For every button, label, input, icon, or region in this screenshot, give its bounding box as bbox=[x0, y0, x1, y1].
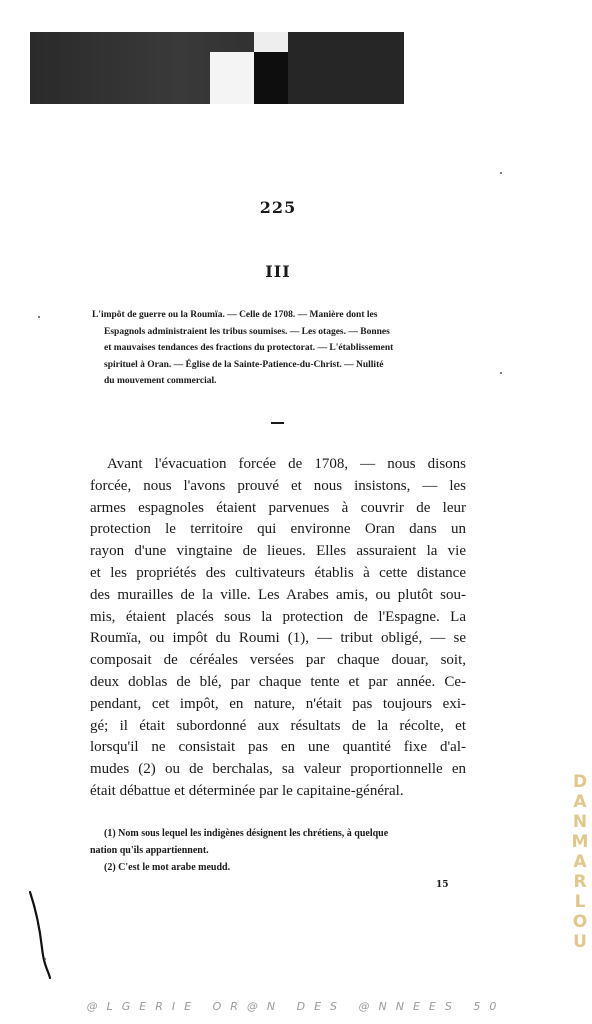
page-number: 225 bbox=[259, 198, 297, 217]
scan-header-strip bbox=[30, 32, 404, 104]
body-line: et les propriétés des cultivateurs établis à cette distance bbox=[90, 564, 466, 581]
body-line: mis, étaient placés sous la protection de l'Espagne. La bbox=[90, 608, 466, 625]
margin-pen-stroke bbox=[26, 890, 66, 980]
speck bbox=[500, 172, 502, 174]
summary-line: et mauvaises tendances des fractions du protectorat. — L'établissement bbox=[104, 343, 394, 353]
scan-light-block bbox=[210, 52, 254, 104]
footnote-line: (1) Nom sous lequel les indigènes désignent les chrétiens, à quelque bbox=[104, 828, 389, 839]
body-line: Avant l'évacuation forcée de 1708, — nous disons bbox=[107, 456, 466, 472]
body-line: protection le territoire qui environne Oran dans un bbox=[90, 521, 466, 538]
summary-line: Espagnols administraient les tribus soumises. — Les otages. — Bonnes bbox=[104, 326, 390, 337]
body-line: des murailles de la ville. Les Arabes amis, ou plutôt sou- bbox=[90, 586, 466, 603]
footnotes bbox=[90, 825, 470, 876]
body-line: pendant, cet impôt, en nature, n'était pas toujours exi- bbox=[90, 695, 466, 712]
body-line: mudes (2) ou de berchalas, sa valeur proportionnelle en bbox=[90, 761, 466, 778]
body-line: deux doblas de blé, par chaque tente et par année. Ce- bbox=[90, 673, 466, 690]
footnote-line: (2) C'est le mot arabe meudd. bbox=[104, 862, 231, 873]
body-line: était débattue et déterminée par le capitaine-général. bbox=[90, 782, 404, 799]
section-separator bbox=[271, 422, 284, 424]
body-line: rayon d'une vingtaine de lieues. Elles assuraient la vie bbox=[90, 543, 466, 560]
scan-dark-block bbox=[254, 52, 288, 104]
scan-light-block bbox=[254, 32, 288, 52]
scan-dark-block bbox=[288, 32, 404, 104]
speck bbox=[38, 316, 40, 318]
speck bbox=[44, 958, 46, 960]
footnote-line: nation qu'ils appartiennent. bbox=[90, 845, 209, 856]
body-line: composait de céréales versées par chaque douar, soit, bbox=[90, 652, 466, 669]
watermark-vertical: DANMARLOU bbox=[571, 772, 589, 952]
watermark-bottom: @LGERIE OR@N DES @NNEES 50 bbox=[86, 1000, 506, 1013]
body-paragraph bbox=[90, 454, 466, 803]
body-line: gé; il était subordonné aux résultats de la récolte, et bbox=[90, 717, 466, 734]
chapter-summary bbox=[92, 307, 464, 390]
speck bbox=[500, 372, 502, 374]
summary-line: spirituel à Oran. — Église de la Sainte-Patience-du-Christ. — Nullité bbox=[104, 359, 384, 370]
chapter-number: III bbox=[265, 262, 291, 281]
summary-line: L'impôt de guerre ou la Roumïa. — Celle de 1708. — Manière dont les bbox=[92, 310, 378, 320]
signature-mark: 15 bbox=[436, 880, 449, 890]
body-line: forcée, nous l'avons prouvé et nous insistons, — les bbox=[90, 477, 466, 494]
body-line: lorsqu'il ne consistait pas en une quantité fixe d'al- bbox=[90, 739, 466, 756]
summary-line: du mouvement commercial. bbox=[104, 376, 217, 386]
body-line: Roumïa, ou impôt du Roumi (1), — tribut obligé, — se bbox=[90, 630, 466, 647]
body-line: armes espagnoles étaient parvenues à couvrir de leur bbox=[90, 499, 466, 516]
